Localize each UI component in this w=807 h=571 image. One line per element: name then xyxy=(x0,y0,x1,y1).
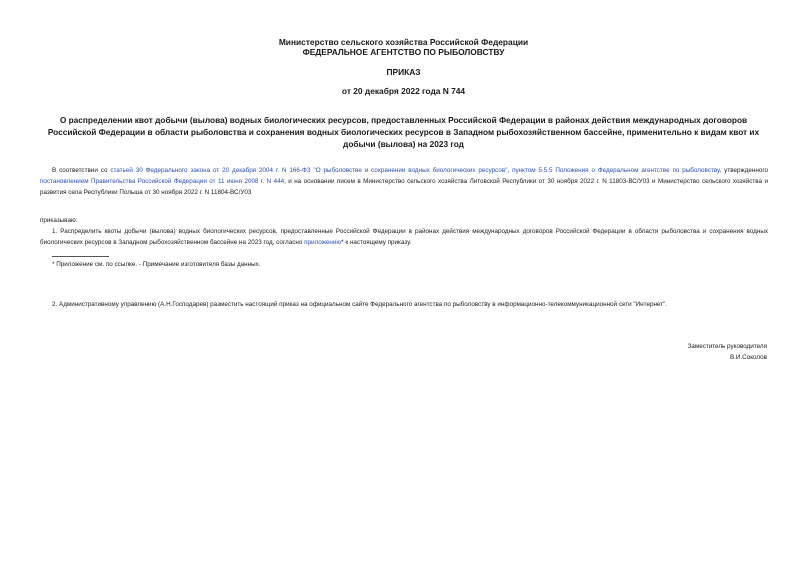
item1-text: 1. Распределить квоты добычи (вылова) водных биологических ресурсов, предоставленные Российской Федерации в районах действия международных договоров Российской Федерации в области рыболовства и сохранения водных биологических ресурсов в Западном рыбохозяйственном бассейне на 2023 год, согласно xyxy=(40,228,768,246)
government-decree-link[interactable]: постановлением Правительства Российской Федерации от 11 июня 2008 г. N 444 xyxy=(40,178,285,185)
preamble-text-2: , xyxy=(507,167,513,174)
regulation-clause-link[interactable]: пунктом 5.5.5 Положения о Федеральном агентстве по рыболовству xyxy=(512,167,720,174)
signatory-name: В.И.Соколов xyxy=(729,354,767,361)
preamble-paragraph xyxy=(40,165,768,198)
order-item-1 xyxy=(40,226,768,248)
appendix-link[interactable]: приложению xyxy=(304,239,342,246)
doc-date: от 20 декабря 2022 года N 744 xyxy=(341,86,466,96)
order-item-2: 2. Административному управлению (А.Н.Господарев) разместить настоящий приказ на официальном сайте Федерального агентства по рыболовству в информационно-телекоммуникационной сети "Интернет". xyxy=(52,301,668,308)
footnote-divider xyxy=(52,256,109,257)
item1-text-2: * к настоящему приказу. xyxy=(341,239,412,246)
preamble-text-1: В соответствии со xyxy=(52,167,111,174)
order-word: приказываю: xyxy=(40,217,78,224)
document-title: О распределении квот добычи (вылова) водных биологических ресурсов, предоставленных Российской Федерации в районах действия международных договоров Российской Федерации в области рыболовства и сохранения водных биологических ресурсов в Западном рыбохозяйственном бассейне, применительно к видам квот их добычи (вылова) на 2023 год xyxy=(47,115,760,149)
law-article-link[interactable]: статьей 30 Федерального закона от 20 декабря 2004 г. N 166-ФЗ "О рыболовстве и сохранении водных биологических ресурсов" xyxy=(110,167,508,174)
signatory-position: Заместитель руководителя xyxy=(687,343,767,350)
doc-type: ПРИКАЗ xyxy=(386,67,421,77)
agency-name: ФЕДЕРАЛЬНОЕ АГЕНТСТВО ПО РЫБОЛОВСТВУ xyxy=(302,47,505,57)
ministry-name: Министерство сельского хозяйства Российской Федерации xyxy=(278,37,529,47)
footnote: * Приложение см. по ссылке. - Примечание изготовителя базы данных. xyxy=(52,261,261,268)
preamble-text-4: , и на основании писем в Министерство сельского хозяйства Литовской Республики от 30 ноября 2022 г. N 11803-ВС/У03 и Министерство сельского хозяйства и развития села Республики Польша от 30 ноября 2022 г. N 11804-ВС/У03 xyxy=(40,178,768,196)
preamble-text-3: , утвержденного xyxy=(719,167,768,174)
